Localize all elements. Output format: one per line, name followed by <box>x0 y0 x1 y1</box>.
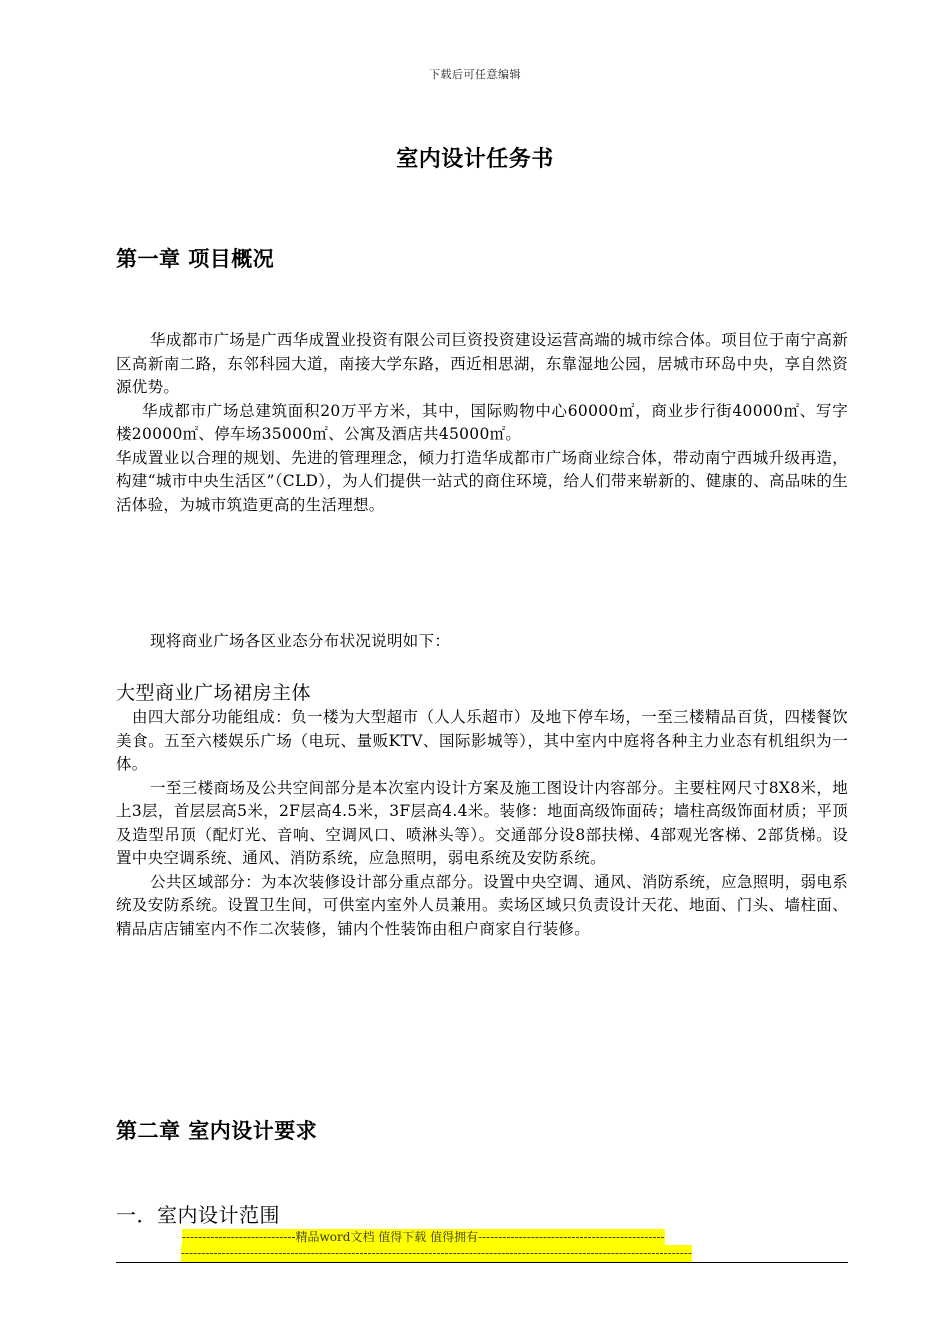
header-note: 下载后可任意编辑 <box>429 68 521 81</box>
intro-text-block <box>116 630 848 654</box>
chapter-1-body <box>116 329 848 517</box>
paragraph-overview: 华成都市广场是广西华成置业投资有限公司巨资投资建设运营高端的城市综合体。项目位于南宁高新区高新南二路，东邻科园大道，南接大学东路，西近相思湖，东靠湿地公园，居城市环岛中央，享自然资源优势。 <box>116 331 848 396</box>
chapter-1-heading: 第一章 项目概况 <box>116 247 275 271</box>
paragraph-scope: 一至三楼商场及公共空间部分是本次室内设计方案及施工图设计内容部分。主要柱网尺寸8X8米，地上3层，首层层高5米，2F层高4.5米，3F层高4.4米。装修：地面高级饰面砖；墙柱高级饰面材质；平顶及造型吊顶（配灯光、音响、空调风口、喷淋头等）。交通部分设8部扶梯、4部观光客梯、2部货梯。设置中央空调系统、通风、消防系统，应急照明，弱电系统及安防系统。 <box>116 778 848 867</box>
paragraph-vision: 华成置业以合理的规划、先进的管理理念，倾力打造华成都市广场商业综合体，带动南宁西城升级再造，构建“城市中央生活区”（CLD），为人们提供一站式的商住环境，给人们带来崭新的、健康的、高品味的生活体验，为城市筑造更高的生活理想。 <box>116 448 848 514</box>
footer-watermark-line-2 <box>0 1245 950 1262</box>
section-podium-body <box>116 706 848 941</box>
paragraph-area: 华成都市广场总建筑面积20万平方米，其中，国际购物中心60000㎡，商业步行街40000㎡、写字楼20000㎡、停车场35000㎡、公寓及酒店共45000㎡。 <box>116 401 848 443</box>
chapter-2-heading: 第二章 室内设计要求 <box>116 1119 318 1143</box>
footer-watermark-text: ----------------------------精品word文档 值得下载 值得拥有---------------------------------------------- <box>182 1230 665 1244</box>
document-title: 室内设计任务书 <box>396 147 554 172</box>
section-design-scope-heading: 一．室内设计范围 <box>116 1203 280 1227</box>
footer-watermark-line-1 <box>0 1229 950 1246</box>
footer-watermark-dashes: ------------------------------------------------------------------------------------------------------------------------------ <box>181 1246 692 1260</box>
paragraph-intro: 现将商业广场各区业态分布状况说明如下： <box>150 632 451 650</box>
section-podium-heading: 大型商业广场裙房主体 <box>116 682 312 704</box>
footer-divider <box>116 1262 848 1263</box>
paragraph-functions: 由四大部分功能组成：负一楼为大型超市（人人乐超市）及地下停车场，一至三楼精品百货，四楼餐饮美食。五至六楼娱乐广场（电玩、量贩KTV、国际影城等），其中室内中庭将各种主力业态有机组织为一体。 <box>116 708 848 773</box>
paragraph-public-area: 公共区域部分：为本次装修设计部分重点部分。设置中央空调、通风、消防系统，应急照明，弱电系统及安防系统。设置卫生间，可供室内室外人员兼用。卖场区域只负责设计天花、地面、门头、墙柱面、精品店店铺室内不作二次装修，铺内个性装饰由租户商家自行装修。 <box>116 872 848 938</box>
